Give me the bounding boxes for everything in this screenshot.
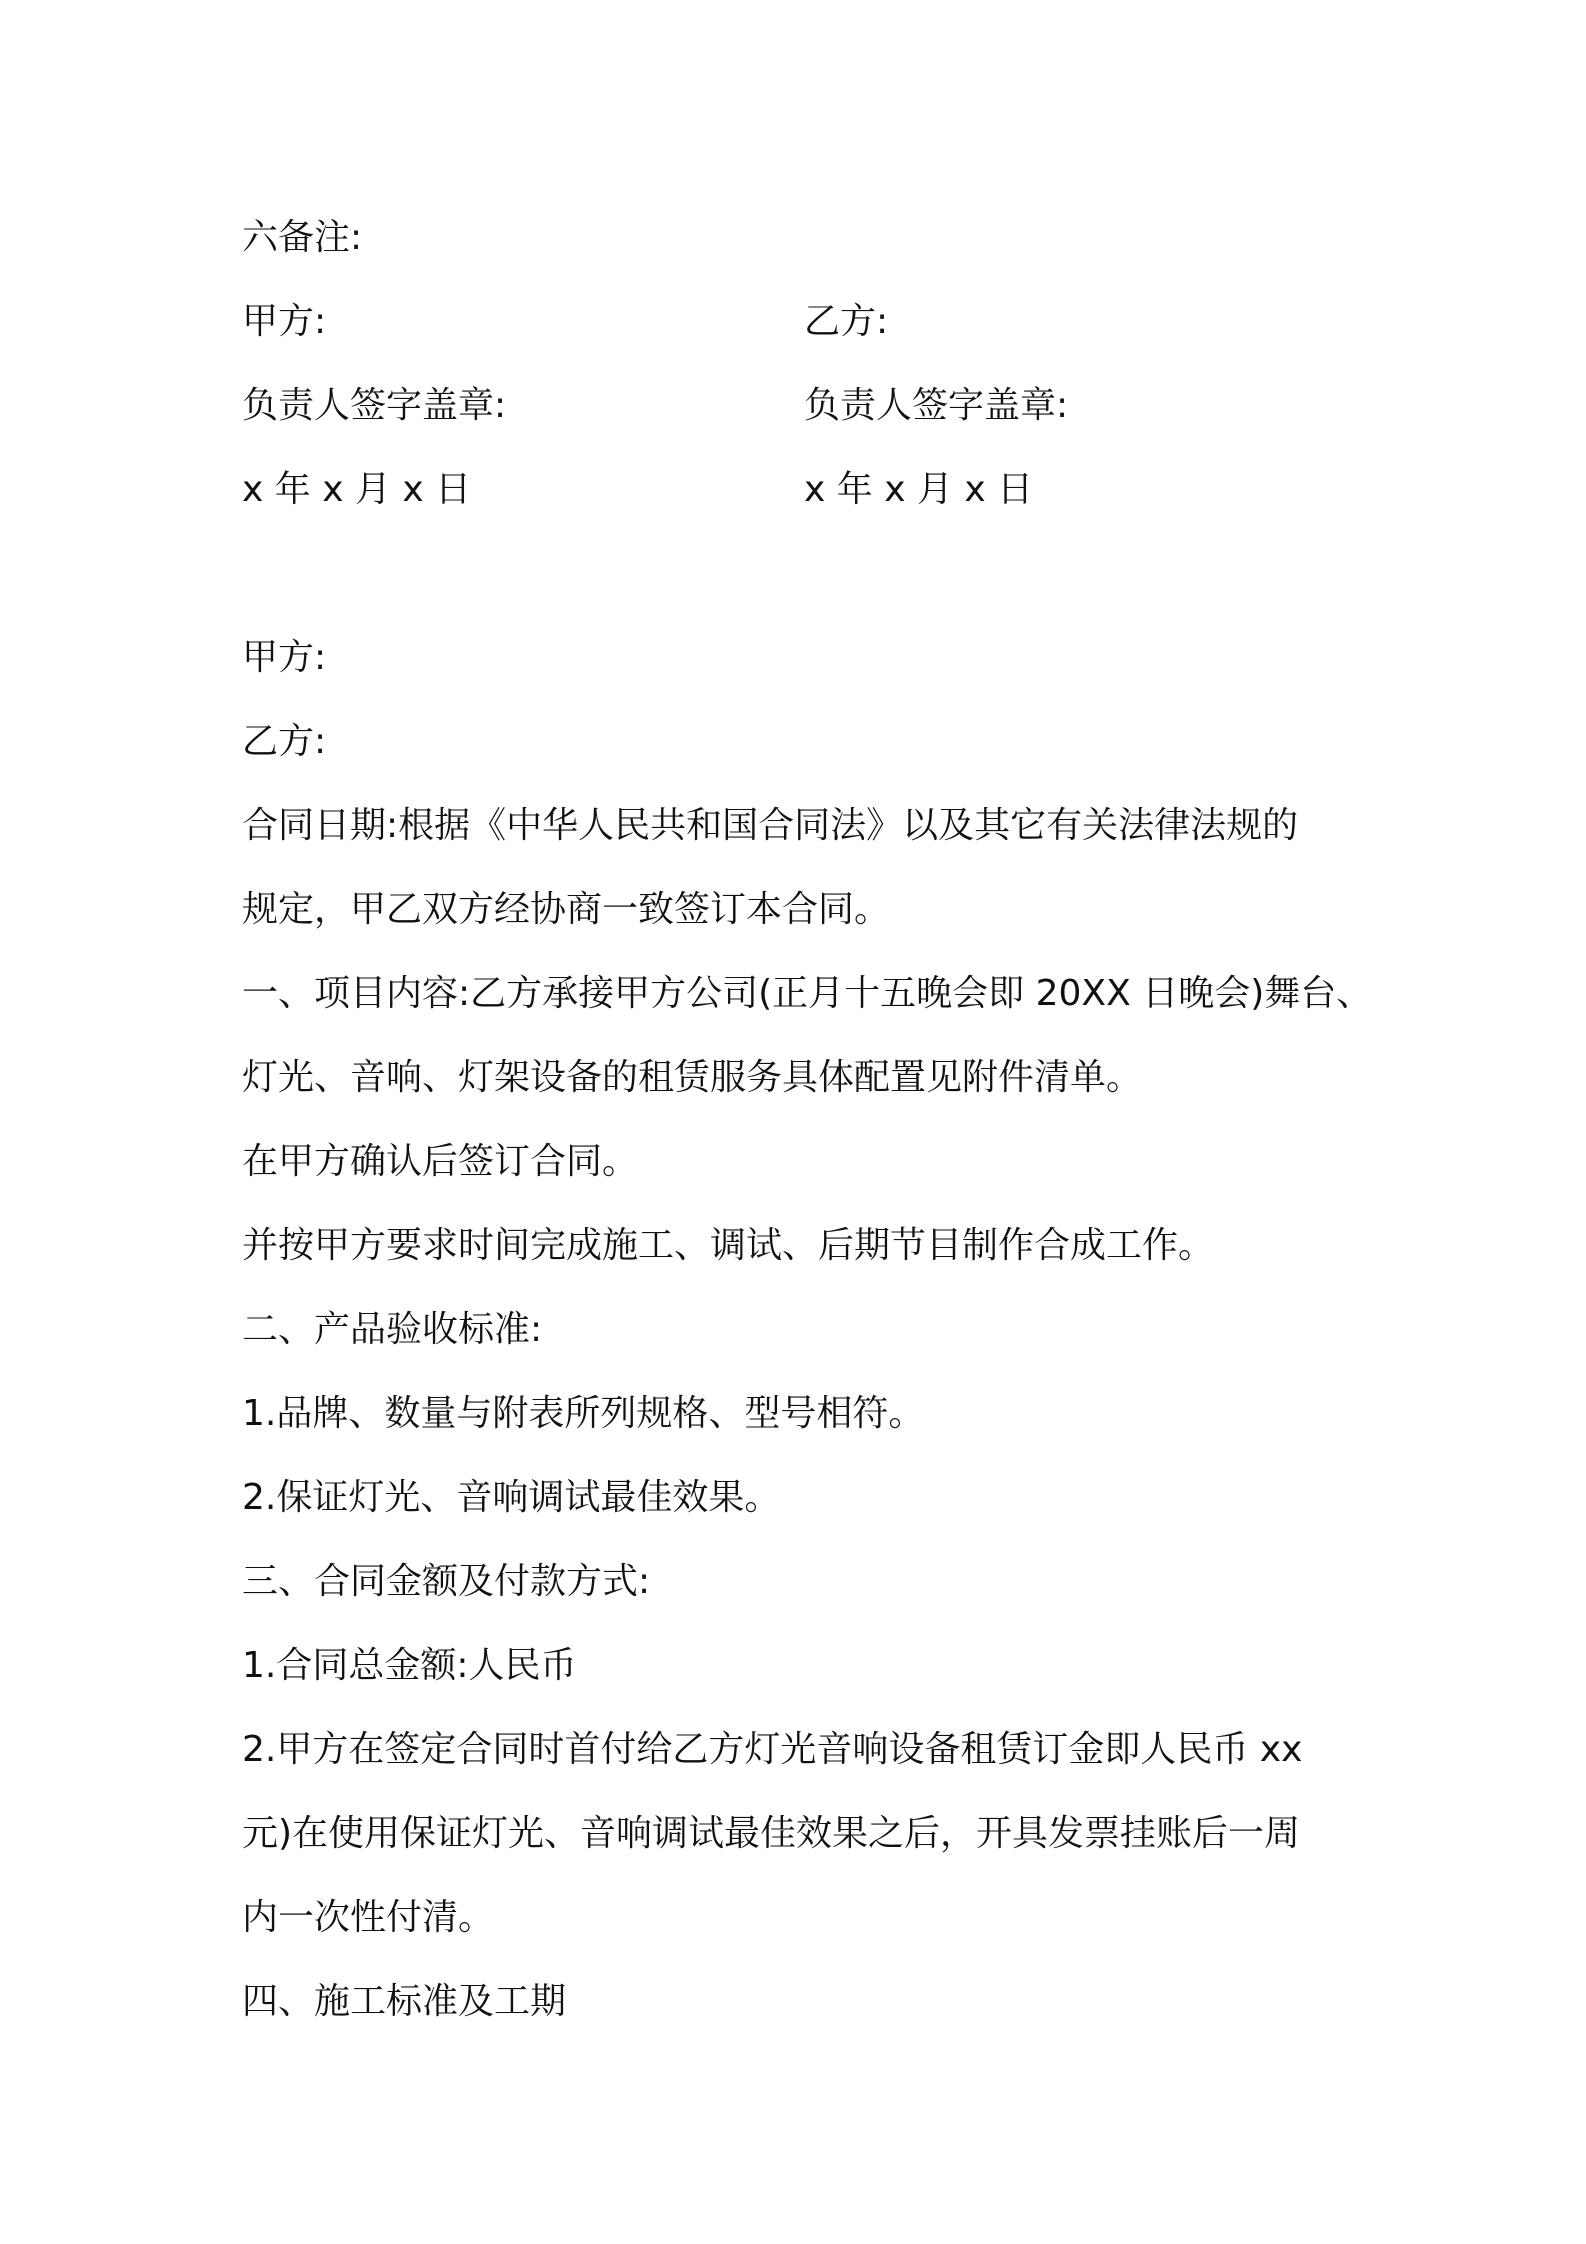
party-b-date: x 年 x 月 x 日 xyxy=(804,469,1034,510)
section3-item: 2.甲方在签定合同时首付给乙方灯光音响设备租赁订金即人民币 xx xyxy=(242,1729,1303,1770)
intro-paragraph-line: 规定，甲乙双方经协商一致签订本合同。 xyxy=(242,889,891,930)
signatory-row xyxy=(242,364,1362,448)
section2-item: 1.品牌、数量与附表所列规格、型号相符。 xyxy=(242,1393,925,1434)
date-row xyxy=(242,448,1362,532)
section4-heading: 四、施工标准及工期 xyxy=(242,1981,567,2022)
remarks-heading: 六备注: xyxy=(242,217,363,258)
section2-item: 2.保证灯光、音响调试最佳效果。 xyxy=(242,1477,781,1518)
intro-paragraph-line: 合同日期:根据《中华人民共和国合同法》以及其它有关法律法规的 xyxy=(242,805,1299,846)
party-a-date: x 年 x 月 x 日 xyxy=(242,469,472,510)
section1-line: 在甲方确认后签订合同。 xyxy=(242,1141,639,1182)
party-b-label: 乙方: xyxy=(804,301,889,342)
section3-item: 元)在使用保证灯光、音响调试最佳效果之后，开具发票挂账后一周 xyxy=(242,1813,1301,1854)
party-b-signatory: 负责人签字盖章: xyxy=(804,385,1069,426)
party-a-label: 甲方: xyxy=(242,301,327,342)
document-body xyxy=(242,196,1373,2044)
section2-heading: 二、产品验收标准: xyxy=(242,1309,543,1350)
party-a-signatory: 负责人签字盖章: xyxy=(242,385,507,426)
section1-line: 灯光、音响、灯架设备的租赁服务具体配置见附件清单。 xyxy=(242,1057,1143,1098)
section3-heading: 三、合同金额及付款方式: xyxy=(242,1561,651,1602)
signature-parties-row xyxy=(242,280,1362,364)
section3-item: 1.合同总金额:人民币 xyxy=(242,1645,577,1686)
section1-line: 并按甲方要求时间完成施工、调试、后期节目制作合成工作。 xyxy=(242,1225,1215,1266)
contract-party-a: 甲方: xyxy=(242,637,327,678)
contract-party-b: 乙方: xyxy=(242,721,327,762)
section-spacer xyxy=(242,532,1362,616)
section1-line: 一、项目内容:乙方承接甲方公司(正月十五晚会即 20XX 日晚会)舞台、 xyxy=(242,973,1373,1014)
section3-item: 内一次性付清。 xyxy=(242,1897,495,1938)
